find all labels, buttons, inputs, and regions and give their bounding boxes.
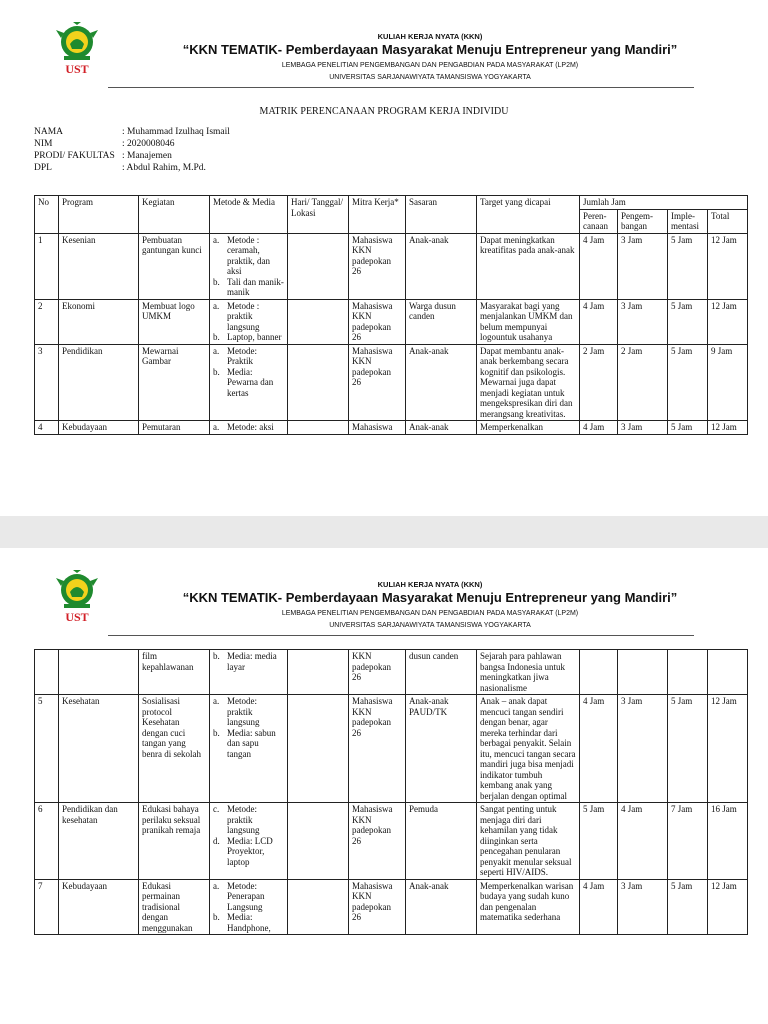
cell-target: Memperkenalkan	[477, 421, 580, 435]
col-header-hari: Hari/ Tanggal/ Lokasi	[288, 196, 349, 234]
metode-item	[213, 301, 284, 333]
identity-label: PRODI/ FAKULTAS	[34, 151, 115, 161]
metode-text: Media: LCD Proyektor, laptop	[227, 835, 273, 867]
cell-implementasi: 5 Jam	[668, 344, 708, 421]
metode-item	[213, 728, 284, 760]
university-logo-icon	[52, 22, 102, 76]
cell-kegiatan: Edukasi permainan tradisional dengan menggunakan	[139, 879, 210, 935]
cell-no: 1	[35, 233, 59, 299]
cell-total: 12 Jam	[708, 695, 748, 803]
metode-text: Metode : praktik langsung	[227, 300, 260, 332]
cell-target: Anak – anak dapat mencuci tangan sendiri dengan benar, agar mereka terhindar dari berbagai penyakit. Selain itu, mencuci tangan secara mandiri juga bisa menjadi indikator tumbuh kembang anak yang berjalan dengan optimal	[477, 695, 580, 803]
cell-sasaran: Anak-anak	[406, 879, 477, 935]
cell-metode	[210, 803, 288, 880]
metode-marker: d.	[213, 835, 220, 846]
cell-program: Kesenian	[59, 233, 139, 299]
university-name: UNIVERSITAS SARJANAWIYATA TAMANSISWA YOGYAKARTA	[329, 74, 531, 81]
cell-target: Sangat penting untuk menjaga diri dari kehamilan yang tidak diinginkan serta pencegahan penularan penyakit menular seksual seperti HIV/AIDS.	[477, 803, 580, 880]
cell-metode	[210, 299, 288, 344]
cell-total: 12 Jam	[708, 879, 748, 935]
cell-metode	[210, 879, 288, 935]
metode-marker: b.	[213, 651, 220, 661]
metode-list	[213, 346, 284, 399]
col-header-target: Target yang dicapai	[477, 196, 580, 234]
table-header-row	[35, 196, 748, 210]
metode-item	[213, 836, 284, 868]
identity-value: : 2020008046	[122, 139, 175, 149]
metode-list	[213, 651, 284, 672]
cell-no	[35, 650, 59, 695]
cell-kegiatan: Sosialisasi protocol Kesehatan dengan cuci tangan yang benra di sekolah	[139, 695, 210, 803]
university-name: UNIVERSITAS SARJANAWIYATA TAMANSISWA YOGYAKARTA	[329, 622, 531, 629]
metode-item	[213, 912, 284, 933]
cell-implementasi: 5 Jam	[668, 879, 708, 935]
metode-marker: c.	[213, 804, 220, 814]
document-page-2	[0, 548, 768, 1024]
metode-item	[213, 651, 284, 672]
metode-text: Laptop, banner	[227, 332, 282, 342]
cell-pengembangan: 3 Jam	[618, 233, 668, 299]
cell-target: Sejarah para pahlawan bangsa Indonesia untuk meningkatkan jiwa nasionalisme	[477, 650, 580, 695]
cell-program: Kebudayaan	[59, 879, 139, 935]
metode-text: Media: media layar	[227, 651, 277, 672]
table-row	[35, 299, 748, 344]
cell-kegiatan: Membuat logo UMKM	[139, 299, 210, 344]
metode-text: Metode: praktik langsung	[227, 804, 260, 835]
cell-no: 2	[35, 299, 59, 344]
cell-hari	[288, 233, 349, 299]
cell-mitra: Mahasiswa KKN padepokan 26	[349, 344, 406, 421]
col-header-metode: Metode & Media	[210, 196, 288, 234]
table-row	[35, 233, 748, 299]
cell-metode	[210, 421, 288, 435]
table-row	[35, 650, 748, 695]
table-row	[35, 879, 748, 935]
cell-metode	[210, 650, 288, 695]
metode-marker: a.	[213, 880, 220, 891]
metode-item	[213, 277, 284, 298]
cell-metode	[210, 233, 288, 299]
institute-name: LEMBAGA PENELITIAN PENGEMBANGAN DAN PENGABDIAN PADA MASYARAKAT (LP2M)	[281, 62, 579, 69]
metode-item	[213, 696, 284, 728]
metode-list	[213, 881, 284, 934]
identity-label: DPL	[34, 163, 52, 173]
metode-list	[213, 804, 284, 867]
cell-mitra: Mahasiswa	[349, 421, 406, 435]
cell-kegiatan: Edukasi bahaya perilaku seksual pranikah remaja	[139, 803, 210, 880]
metode-marker: b.	[213, 332, 220, 342]
metode-list	[213, 235, 284, 298]
metode-marker: a.	[213, 696, 220, 706]
identity-row	[34, 126, 230, 138]
identity-row	[34, 150, 230, 162]
metode-marker: b.	[213, 276, 220, 287]
cell-no: 7	[35, 879, 59, 935]
cell-total: 12 Jam	[708, 233, 748, 299]
header-divider	[108, 87, 694, 88]
metode-marker: b.	[213, 727, 220, 738]
cell-pengembangan: 3 Jam	[618, 695, 668, 803]
cell-target: Dapat meningkatkan kreatifitas pada anak-anak	[477, 233, 580, 299]
col-header-implementasi: Imple- mentasi	[668, 209, 708, 233]
program-label: KULIAH KERJA NYATA (KKN)	[377, 32, 483, 41]
metode-marker: a.	[213, 234, 220, 245]
logo-text: UST	[65, 610, 89, 624]
cell-metode	[210, 695, 288, 803]
col-header-jumlah-jam: Jumlah Jam	[580, 196, 748, 210]
cell-pengembangan: 2 Jam	[618, 344, 668, 421]
header-divider	[108, 635, 694, 636]
cell-hari	[288, 650, 349, 695]
cell-mitra: Mahasiswa KKN padepokan 26	[349, 803, 406, 880]
cell-program: Kesehatan	[59, 695, 139, 803]
metode-text: Media: Handphone,	[227, 912, 271, 933]
cell-program: Kebudayaan	[59, 421, 139, 435]
metode-item	[213, 235, 284, 277]
cell-perencanaan	[580, 650, 618, 695]
cell-program	[59, 650, 139, 695]
cell-program: Ekonomi	[59, 299, 139, 344]
cell-kegiatan: film kepahlawanan	[139, 650, 210, 695]
identity-value: : Muhammad Izulhaq Ismail	[122, 127, 230, 137]
university-logo-icon	[52, 570, 102, 624]
cell-target: Dapat membantu anak-anak berkembang secara kognitif dan psikologis. Mewarnai juga dapat menjadi kegiatan untuk mengekspresikan diri dan merangsang kreativitas.	[477, 344, 580, 421]
cell-kegiatan: Mewarnai Gambar	[139, 344, 210, 421]
document-title: MATRIK PERENCANAAN PROGRAM KERJA INDIVIDU	[259, 106, 509, 117]
identity-label: NIM	[34, 139, 53, 149]
identity-block	[34, 126, 230, 174]
metode-text: Metode: Penerapan Langsung	[227, 880, 265, 912]
metode-list	[213, 301, 284, 343]
cell-total: 9 Jam	[708, 344, 748, 421]
table-body-page-2	[35, 650, 748, 935]
cell-perencanaan: 5 Jam	[580, 803, 618, 880]
metode-item	[213, 804, 284, 836]
cell-total: 16 Jam	[708, 803, 748, 880]
cell-no: 6	[35, 803, 59, 880]
cell-hari	[288, 344, 349, 421]
cell-program: Pendidikan dan kesehatan	[59, 803, 139, 880]
cell-sasaran: Warga dusun canden	[406, 299, 477, 344]
logo-text: UST	[65, 62, 89, 76]
cell-metode	[210, 344, 288, 421]
table-row	[35, 803, 748, 880]
cell-pengembangan: 3 Jam	[618, 299, 668, 344]
cell-implementasi: 5 Jam	[668, 421, 708, 435]
cell-hari	[288, 879, 349, 935]
cell-implementasi	[668, 650, 708, 695]
metode-item	[213, 332, 284, 343]
cell-target: Masyarakat bagi yang menjalankan UMKM dan belum mempunyai logountuk usahanya	[477, 299, 580, 344]
table-body-page-1	[35, 233, 748, 434]
metode-text: Metode: praktik langsung	[227, 696, 260, 727]
col-header-program: Program	[59, 196, 139, 234]
identity-value: : Manajemen	[122, 151, 172, 161]
cell-no: 5	[35, 695, 59, 803]
cell-program: Pendidikan	[59, 344, 139, 421]
cell-sasaran: Anak-anak	[406, 344, 477, 421]
identity-row	[34, 138, 230, 150]
cell-pengembangan: 3 Jam	[618, 421, 668, 435]
cell-target: Memperkenalkan warisan budaya yang sudah kuno dan pengenalan matematika sederhana	[477, 879, 580, 935]
cell-sasaran: Pemuda	[406, 803, 477, 880]
identity-label: NAMA	[34, 127, 64, 137]
program-matrix-table	[34, 195, 748, 435]
metode-list	[213, 696, 284, 759]
metode-list	[213, 422, 284, 433]
cell-pengembangan: 4 Jam	[618, 803, 668, 880]
cell-perencanaan: 2 Jam	[580, 344, 618, 421]
table-row	[35, 344, 748, 421]
metode-item	[213, 422, 284, 433]
cell-total: 12 Jam	[708, 299, 748, 344]
metode-text: Media: sabun dan sapu tangan	[227, 727, 276, 759]
cell-sasaran: Anak-anak PAUD/TK	[406, 695, 477, 803]
cell-no: 3	[35, 344, 59, 421]
col-header-no: No	[35, 196, 59, 234]
cell-sasaran: dusun canden	[406, 650, 477, 695]
identity-value: : Abdul Rahim, M.Pd.	[122, 163, 206, 173]
cell-hari	[288, 695, 349, 803]
cell-mitra: Mahasiswa KKN padepokan 26	[349, 299, 406, 344]
metode-text: Metode: Praktik	[227, 345, 257, 366]
cell-mitra: KKN padepokan 26	[349, 650, 406, 695]
cell-pengembangan: 3 Jam	[618, 879, 668, 935]
cell-mitra: Mahasiswa KKN padepokan 26	[349, 233, 406, 299]
cell-implementasi: 7 Jam	[668, 803, 708, 880]
cell-hari	[288, 421, 349, 435]
cell-implementasi: 5 Jam	[668, 299, 708, 344]
cell-hari	[288, 803, 349, 880]
metode-marker: a.	[213, 300, 220, 311]
program-label: KULIAH KERJA NYATA (KKN)	[377, 580, 483, 589]
letterhead	[0, 0, 768, 92]
cell-no: 4	[35, 421, 59, 435]
cell-hari	[288, 299, 349, 344]
cell-implementasi: 5 Jam	[668, 233, 708, 299]
cell-sasaran: Anak-anak	[406, 233, 477, 299]
metode-text: Tali dan manik-manik	[227, 276, 284, 297]
col-header-kegiatan: Kegiatan	[139, 196, 210, 234]
cell-implementasi: 5 Jam	[668, 695, 708, 803]
tagline: “KKN TEMATIK- Pemberdayaan Masyarakat Menuju Entrepreneur yang Mandiri”	[182, 42, 678, 57]
metode-marker: b.	[213, 912, 220, 922]
metode-marker: b.	[213, 366, 220, 377]
metode-text: Metode : ceramah, praktik, dan aksi	[227, 234, 270, 276]
metode-text: Media: Pewarna dan kertas	[227, 366, 274, 398]
cell-sasaran: Anak-anak	[406, 421, 477, 435]
metode-item	[213, 881, 284, 913]
cell-perencanaan: 4 Jam	[580, 879, 618, 935]
metode-marker: a.	[213, 422, 220, 432]
metode-text: Metode: aksi	[227, 422, 274, 432]
program-matrix-table-continued	[34, 649, 748, 935]
col-header-total: Total	[708, 209, 748, 233]
table-row	[35, 421, 748, 435]
cell-mitra: Mahasiswa KKN padepokan 26	[349, 695, 406, 803]
cell-perencanaan: 4 Jam	[580, 233, 618, 299]
col-header-perencanaan: Peren- canaan	[580, 209, 618, 233]
cell-perencanaan: 4 Jam	[580, 421, 618, 435]
tagline: “KKN TEMATIK- Pemberdayaan Masyarakat Menuju Entrepreneur yang Mandiri”	[182, 590, 678, 605]
table-row	[35, 695, 748, 803]
col-header-sasaran: Sasaran	[406, 196, 477, 234]
cell-kegiatan: Pembuatan gantungan kunci	[139, 233, 210, 299]
metode-marker: a.	[213, 345, 220, 356]
col-header-pengembangan: Pengem- bangan	[618, 209, 668, 233]
metode-item	[213, 367, 284, 399]
cell-total: 12 Jam	[708, 421, 748, 435]
cell-mitra: Mahasiswa KKN padepokan 26	[349, 879, 406, 935]
cell-pengembangan	[618, 650, 668, 695]
cell-perencanaan: 4 Jam	[580, 299, 618, 344]
col-header-mitra: Mitra Kerja*	[349, 196, 406, 234]
identity-row	[34, 162, 230, 174]
cell-kegiatan: Pemutaran	[139, 421, 210, 435]
cell-total	[708, 650, 748, 695]
letterhead	[0, 548, 768, 640]
cell-perencanaan: 4 Jam	[580, 695, 618, 803]
institute-name: LEMBAGA PENELITIAN PENGEMBANGAN DAN PENGABDIAN PADA MASYARAKAT (LP2M)	[281, 610, 579, 617]
metode-item	[213, 346, 284, 367]
